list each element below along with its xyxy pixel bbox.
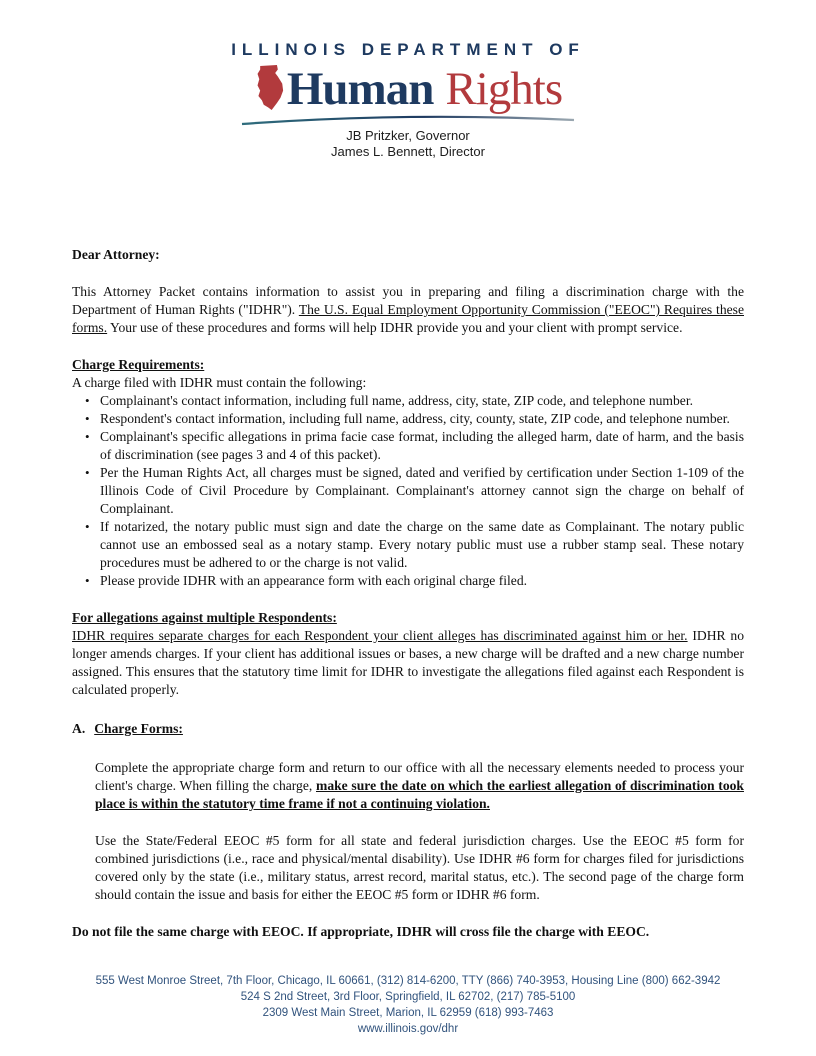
officials-block: [0, 128, 816, 160]
paragraph-segment: IDHR no longer amends charges. If your client has additional issues or bases, a new charge will be drafted and a new charge number assigned. This ensures that the statutory time limit for IDHR to investigate the allegations filed against each Respondent is calculated properly.: [72, 628, 745, 697]
salutation: Dear Attorney:: [72, 247, 160, 262]
footer-address-block: [0, 973, 816, 1037]
underlined-segment: The U.S. Equal Employment Opportunity Commission ("EEOC") Requires these forms.: [72, 302, 744, 335]
governor-line: JB Pritzker, Governor: [346, 128, 470, 143]
charge-forms-heading-row: [72, 720, 744, 738]
brand-word-human: Human: [286, 62, 434, 115]
paragraph-segment: Complete the appropriate charge form and return to our office with all the necessary elements needed to process your client's charge. When filling the charge,: [95, 760, 744, 793]
charge-forms-section: [72, 720, 744, 941]
org-name: ILLINOIS DEPARTMENT OF: [231, 40, 585, 59]
footer-address-line: 555 West Monroe Street, 7th Floor, Chicago, IL 60661, (312) 814-6200, TTY (866) 740-3953, Housing Line (800) 662-3942: [95, 975, 721, 987]
bullet-item: [72, 410, 744, 428]
footer-address-line: 2309 West Main Street, Marion, IL 62959 (618) 993-7463: [262, 1007, 554, 1019]
bullet-text: Per the Human Rights Act, all charges must be signed, dated and verified by certification under Section 1-109 of the Illinois Code of Civil Procedure by Complainant. Complainant's attorney cannot sign the charge on behalf of Complainant.: [100, 465, 744, 516]
underlined-segment: IDHR requires separate charges for each Respondent your client alleges has discriminated against him or her.: [72, 628, 688, 643]
multiple-respondents-paragraph: [72, 627, 744, 699]
letter-body: [72, 246, 744, 941]
bullet-text: Complainant's contact information, including full name, address, city, state, ZIP code, and telephone number.: [100, 393, 693, 408]
charge-requirements-intro: A charge filed with IDHR must contain the following:: [72, 375, 367, 390]
paragraph-segment: Your use of these procedures and forms will help IDHR provide you and your client with prompt service.: [107, 320, 683, 335]
charge-forms-paragraph-1: [95, 759, 744, 813]
bullet-text: Please provide IDHR with an appearance form with each original charge filed.: [100, 573, 528, 588]
letterhead: [0, 0, 816, 160]
director-line: James L. Bennett, Director: [331, 144, 485, 159]
bullet-item: [72, 518, 744, 572]
charge-requirements-section: [72, 356, 744, 590]
bullet-item: [72, 428, 744, 464]
bullet-item: [72, 572, 744, 590]
bullet-item: [72, 464, 744, 518]
bullet-text: If notarized, the notary public must sign and date the charge on the same date as Complainant. The notary public cannot use an embossed seal as a notary stamp. Every notary public must use a rubber stamp seal. These notary procedures must be adhered to or the charge is not valid.: [100, 519, 744, 570]
bullet-list: [72, 392, 744, 590]
charge-forms-body: [95, 759, 744, 904]
footer-address-line: 524 S 2nd Street, 3rd Floor, Springfield, IL 62702, (217) 785-5100: [240, 991, 576, 1003]
footer-website: www.illinois.gov/dhr: [357, 1023, 459, 1035]
charge-forms-heading: Charge Forms:: [94, 721, 183, 736]
section-label: A.: [72, 721, 86, 736]
bold-underlined-segment: make sure the date on which the earliest allegation of discrimination took place is within the statutory time frame if not a continuing violation.: [95, 778, 744, 811]
bullet-text: Respondent's contact information, including full name, address, city, county, state, ZIP code, and telephone number.: [100, 411, 730, 426]
brand-word-rights: Rights: [445, 62, 563, 115]
closing-statement: Do not file the same charge with EEOC. If appropriate, IDHR will cross file the charge with EEOC.: [72, 924, 650, 939]
paragraph-segment: This Attorney Packet contains information to assist you in preparing and filing a discrimination charge with the Department of Human Rights ("IDHR").: [72, 284, 744, 317]
bullet-item: [72, 392, 744, 410]
bullet-text: Complainant's specific allegations in prima facie case format, including the alleged harm, date of harm, and the basis of discrimination (see pages 3 and 4 of this packet).: [100, 429, 744, 462]
charge-requirements-heading: Charge Requirements:: [72, 357, 205, 372]
intro-paragraph: [72, 283, 744, 337]
illinois-state-icon: [254, 64, 284, 116]
multiple-respondents-heading: For allegations against multiple Respondents:: [72, 610, 337, 625]
charge-forms-paragraph-2: Use the State/Federal EEOC #5 form for all state and federal jurisdiction charges. Use the EEOC #5 form for combined jurisdictions (i.e., race and physical/mental disability). Use IDHR #6 form for charges filed for jurisdictions covered only by the state (i.e., military status, arrest record, marital status, etc.). The second page of the charge form should contain the issue and basis for either the EEOC #5 form or IDHR #6 form.: [95, 833, 744, 902]
multiple-respondents-section: [72, 609, 744, 699]
brand-title: [0, 62, 816, 116]
